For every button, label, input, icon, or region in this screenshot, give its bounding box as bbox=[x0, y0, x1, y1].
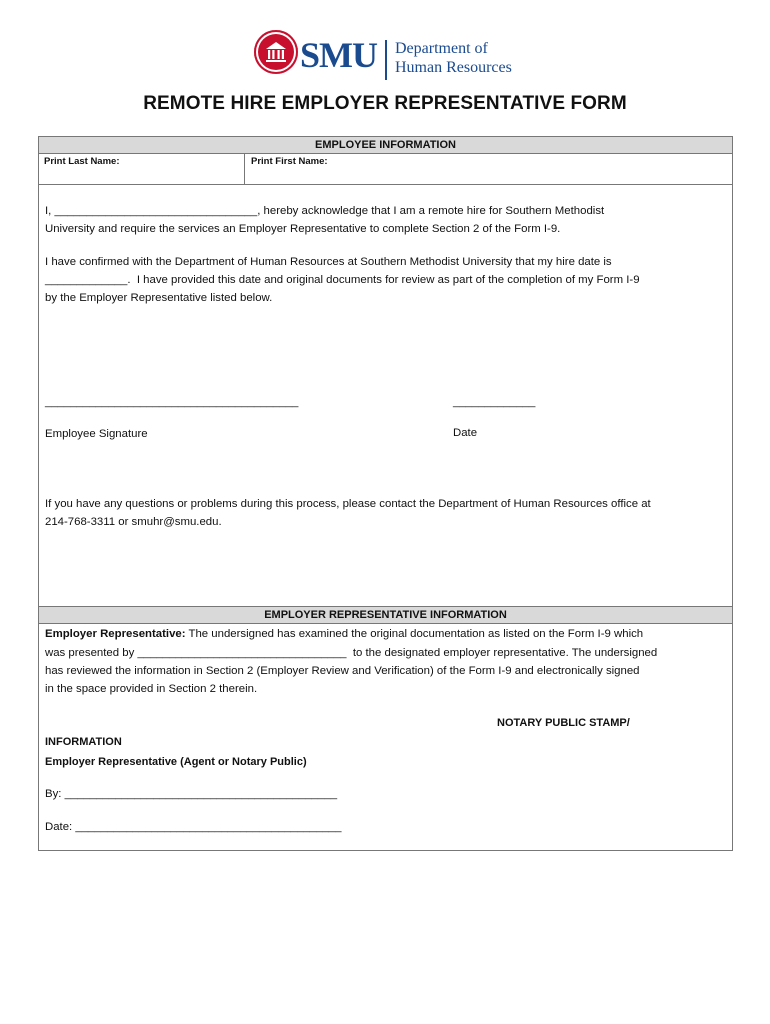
first-name-field[interactable]: Print First Name: bbox=[251, 156, 328, 167]
employee-signature-label: Employee Signature bbox=[45, 428, 148, 440]
employer-rep-label: Employer Representative: bbox=[45, 628, 186, 640]
notary-stamp-label: NOTARY PUBLIC STAMP/ bbox=[497, 717, 630, 729]
employer-rep-text-first: The undersigned has examined the original documentation as listed on the Form I-9 which bbox=[185, 628, 644, 640]
last-name-field[interactable]: Print Last Name: bbox=[44, 156, 120, 167]
employee-signature-line[interactable]: ________________________________________ bbox=[45, 396, 299, 408]
department-name-line2: Human Resources bbox=[395, 59, 512, 76]
department-name-line1: Department of bbox=[395, 40, 488, 57]
date-label: Date bbox=[453, 427, 478, 439]
letterhead bbox=[0, 22, 770, 82]
smu-seal-icon bbox=[254, 30, 298, 74]
form-title: REMOTE HIRE EMPLOYER REPRESENTATIVE FORM bbox=[143, 93, 627, 114]
employee-info-header: EMPLOYEE INFORMATION bbox=[39, 136, 732, 154]
employer-date-line[interactable]: Date: __________________________________________ bbox=[45, 821, 342, 833]
employer-info-header: EMPLOYER REPRESENTATIVE INFORMATION bbox=[39, 606, 732, 624]
date-line[interactable]: _____________ bbox=[453, 396, 536, 408]
employer-rep-paragraph bbox=[45, 625, 725, 643]
form-frame bbox=[38, 136, 733, 851]
by-signature-line[interactable]: By: ___________________________________________ bbox=[45, 788, 338, 800]
building-icon bbox=[263, 39, 289, 65]
employer-rep-text: was presented by _________________________________ to the designated employer representative. The undersigned has reviewed the information in Section 2 (Employer Review and Verification) of the Form I-9 and electronically signed in the space provided in Section 2 therein. bbox=[45, 647, 658, 695]
information-label: INFORMATION bbox=[45, 736, 122, 748]
agent-label: Employer Representative (Agent or Notary Public) bbox=[45, 756, 307, 768]
acknowledgement-text: I, ________________________________, hereby acknowledge that I am a remote hire for Southern Methodist University and require the services an Employer Representative to complete Section 2 of the Form I-9. bbox=[45, 205, 605, 235]
hire-date-confirmation-text: I have confirmed with the Department of Human Resources at Southern Methodist University that my hire date is _____________. I have provided this date and original documents for review as part of the completion of my Form I-9 by the Employer Representative listed below. bbox=[45, 256, 640, 304]
name-divider bbox=[244, 153, 245, 184]
logo-divider bbox=[385, 40, 387, 80]
logo-wordmark: SMU bbox=[300, 35, 377, 75]
name-row bbox=[39, 153, 732, 185]
contact-text: If you have any questions or problems during this process, please contact the Department of Human Resources office at 214-768-3311 or smuhr@smu.edu. bbox=[45, 498, 651, 528]
